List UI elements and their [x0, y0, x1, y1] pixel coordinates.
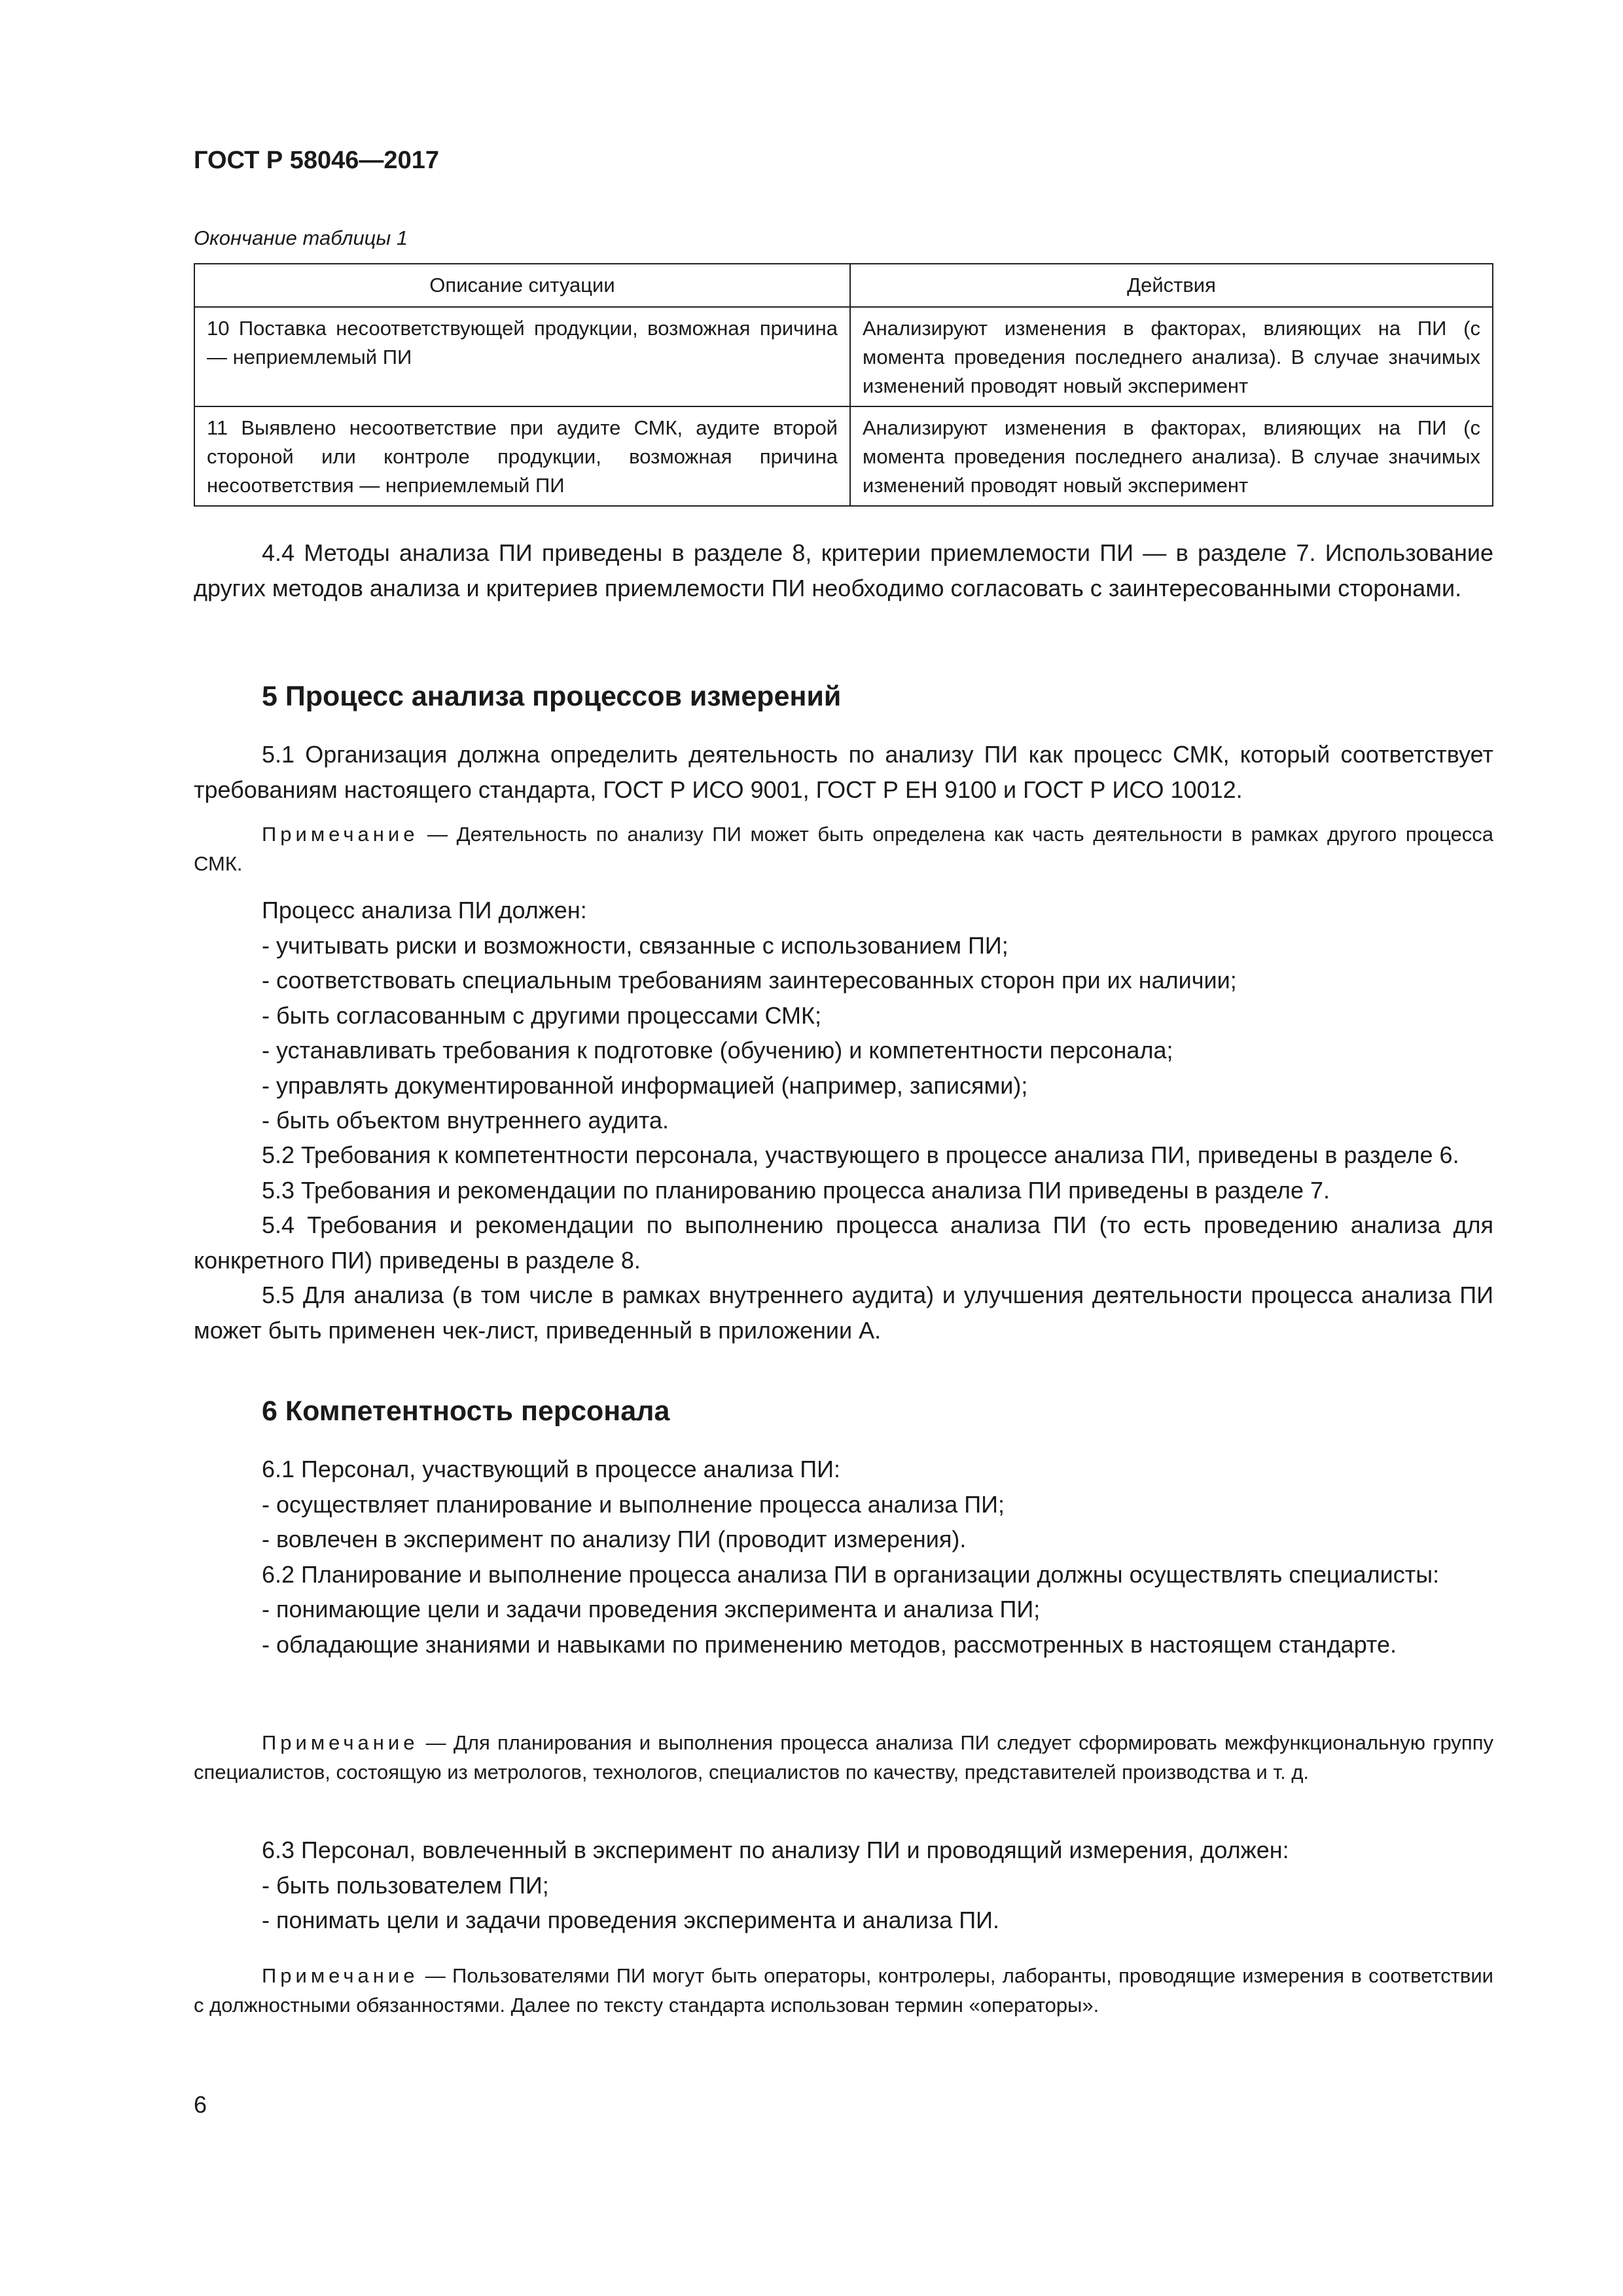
paragraph-5-2: 5.2 Требования к компетентности персонала, участвующего в процессе анализа ПИ, приведены в разделе 6. — [262, 1141, 1459, 1168]
section-6-title: 6 Компетентность персонала — [262, 1395, 670, 1427]
section-6-3-block — [194, 1833, 1493, 1938]
list-item: - обладающие знаниями и навыками по применению методов, рассмотренных в настоящем стандарте. — [262, 1630, 1397, 1658]
section-6-note-2 — [194, 1961, 1493, 2020]
paragraph-6-1: 6.1 Персонал, участвующий в процессе анализа ПИ: — [262, 1456, 840, 1482]
table-row — [194, 307, 1493, 406]
paragraph-5-5: 5.5 Для анализа (в том числе в рамках внутреннего аудита) и улучшения деятельности процесса анализа ПИ может быть применен чек-лист, приведенный в приложении А. — [194, 1282, 1493, 1344]
standard-code: ГОСТ Р 58046—2017 — [194, 147, 439, 174]
situation-cell: 10 Поставка несоответствующей продукции, возможная причина — неприемлемый ПИ — [194, 307, 850, 406]
table-header-row — [194, 264, 1493, 307]
note-label: Примечание — [262, 1731, 419, 1754]
section-5-process-list — [194, 893, 1561, 1138]
list-item: - быть пользователем ПИ; — [262, 1871, 549, 1899]
list-item: - быть объектом внутреннего аудита. — [262, 1107, 669, 1134]
list-item: - соответствовать специальным требованиям заинтересованных сторон при их наличии; — [262, 967, 1237, 994]
column-header-situation: Описание ситуации — [194, 264, 850, 307]
section-5-paragraphs — [194, 1138, 1493, 1348]
paragraph-5-1: 5.1 Организация должна определить деятельность по анализу ПИ как процесс СМК, который соответствует требованиям настоящего стандарта, ГОСТ Р ИСО 9001, ГОСТ Р ЕН 9100 и ГОСТ Р ИСО 10012. — [194, 741, 1493, 803]
paragraph-6-2: 6.2 Планирование и выполнение процесса анализа ПИ в организации должны осуществлять специалисты: — [262, 1560, 1440, 1588]
paragraph-5-4: 5.4 Требования и рекомендации по выполнению процесса анализа ПИ (то есть проведению анализа для конкретного ПИ) приведены в разделе 8. — [194, 1211, 1493, 1274]
list-item: - устанавливать требования к подготовке (обучению) и компетентности персонала; — [262, 1037, 1173, 1064]
list-item: - понимать цели и задачи проведения эксперимента и анализа ПИ. — [262, 1907, 999, 1933]
paragraph-6-3: 6.3 Персонал, вовлеченный в эксперимент по анализу ПИ и проводящий измерения, должен: — [262, 1837, 1289, 1863]
list-item: - понимающие цели и задачи проведения эксперимента и анализа ПИ; — [262, 1596, 1041, 1623]
column-header-actions: Действия — [850, 264, 1493, 307]
page-number: 6 — [194, 2091, 207, 2118]
situations-table — [194, 263, 1493, 507]
note-label: Примечание — [262, 1964, 419, 1987]
list-intro: Процесс анализа ПИ должен: — [262, 897, 587, 924]
table-row — [194, 406, 1493, 506]
paragraph-4-4: 4.4 Методы анализа ПИ приведены в разделе 8, критерии приемлемости ПИ — в разделе 7. Использование других методов анализа и критериев приемлемости ПИ необходимо согласовать с заинтересованными сторонами. — [194, 539, 1493, 601]
table-caption: Окончание таблицы 1 — [194, 226, 408, 249]
note-text: — Для планирования и выполнения процесса анализа ПИ следует сформировать межфункциональную группу специалистов, состоящую из метрологов, технологов, специалистов по качеству, представителей производства и т. д. — [194, 1731, 1493, 1784]
list-item: - управлять документированной информацией (например, записями); — [262, 1071, 1028, 1099]
section-5-title: 5 Процесс анализа процессов измерений — [262, 681, 842, 712]
section-6-note-1 — [194, 1728, 1493, 1787]
note-text: — Деятельность по анализу ПИ может быть определена как часть деятельности в рамках другого процесса СМК. — [194, 823, 1493, 875]
paragraph-5-3: 5.3 Требования и рекомендации по планированию процесса анализа ПИ приведены в разделе 7. — [262, 1176, 1330, 1204]
action-cell: Анализируют изменения в факторах, влияющих на ПИ (с момента проведения последнего анализа). В случае значимых изменений проводят новый эксперимент — [850, 406, 1493, 506]
list-item: - вовлечен в эксперимент по анализу ПИ (проводит измерения). — [262, 1526, 967, 1552]
list-item: - учитывать риски и возможности, связанные с использованием ПИ; — [262, 931, 1008, 959]
note-text: — Пользователями ПИ могут быть операторы, контролеры, лаборанты, проводящие измерения в соответствии с должностными обязанностями. Далее по тексту стандарта использован термин «операторы». — [194, 1964, 1493, 2017]
section-6-body — [194, 1452, 1493, 1662]
action-cell: Анализируют изменения в факторах, влияющих на ПИ (с момента проведения последнего анализа). В случае значимых изменений проводят новый эксперимент — [850, 307, 1493, 406]
list-item: - осуществляет планирование и выполнение процесса анализа ПИ; — [262, 1490, 1005, 1518]
section-5-note — [194, 819, 1493, 878]
situation-cell: 11 Выявлено несоответствие при аудите СМК, аудите второй стороной или контроле продукции, возможная причина несоответствия — неприемлемый ПИ — [194, 406, 850, 506]
list-item: - быть согласованным с другими процессами СМК; — [262, 1001, 822, 1029]
note-label: Примечание — [262, 823, 419, 846]
